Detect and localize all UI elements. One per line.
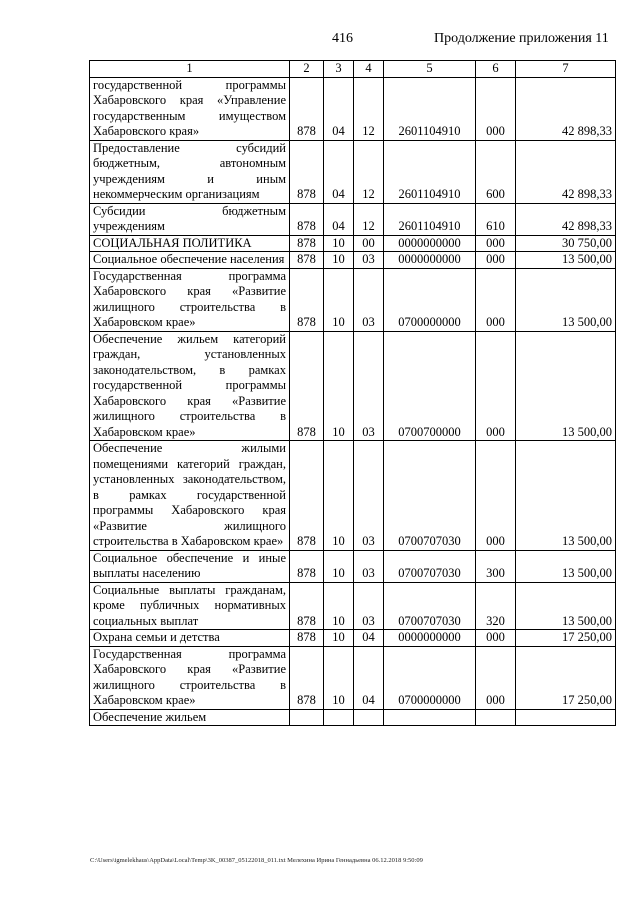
- table-row: [90, 709, 616, 726]
- budget-table: [89, 60, 616, 726]
- cell-expense-type: 000: [476, 331, 516, 441]
- cell-section: 04: [324, 140, 354, 203]
- cell-subsection: 04: [354, 646, 384, 709]
- row-name: Социальное обеспечение и иные выплаты населению: [90, 550, 290, 582]
- table-row: [90, 441, 616, 551]
- cell-subsection: 12: [354, 77, 384, 140]
- cell-target-item: 0700707030: [384, 441, 476, 551]
- cell-ministry: 878: [290, 331, 324, 441]
- cell-subsection: 00: [354, 235, 384, 252]
- row-name: Обеспечение жильем категорий граждан, установленных законодательством, в рамках государственной программы Хабаровского края «Развитие жилищного строительства в Хабаровском крае»: [90, 331, 290, 441]
- cell-ministry: 878: [290, 441, 324, 551]
- cell-ministry: 878: [290, 646, 324, 709]
- cell-expense-type: 600: [476, 140, 516, 203]
- row-name: Охрана семьи и детства: [90, 630, 290, 647]
- cell-amount: 17 250,00: [516, 630, 616, 647]
- cell-section: 10: [324, 441, 354, 551]
- cell-subsection: 03: [354, 331, 384, 441]
- continuation-label: Продолжение приложения 11: [434, 31, 609, 46]
- column-header: 2: [290, 61, 324, 78]
- cell-subsection: 04: [354, 630, 384, 647]
- cell-subsection: 03: [354, 441, 384, 551]
- column-header: 7: [516, 61, 616, 78]
- cell-amount: 13 500,00: [516, 582, 616, 630]
- table-row: [90, 235, 616, 252]
- table-row: [90, 140, 616, 203]
- cell-ministry: 878: [290, 235, 324, 252]
- cell-target-item: 0700707030: [384, 550, 476, 582]
- cell-ministry: 878: [290, 630, 324, 647]
- table-row: [90, 550, 616, 582]
- column-header: 6: [476, 61, 516, 78]
- cell-target-item: 0700000000: [384, 268, 476, 331]
- cell-subsection: 03: [354, 582, 384, 630]
- cell-expense-type: 320: [476, 582, 516, 630]
- row-name: Государственная программа Хабаровского края «Развитие жилищного строительства в Хабаровском крае»: [90, 646, 290, 709]
- cell-expense-type: 610: [476, 203, 516, 235]
- cell-subsection: 12: [354, 203, 384, 235]
- cell-amount: 42 898,33: [516, 140, 616, 203]
- cell-ministry: 878: [290, 582, 324, 630]
- cell-expense-type: 000: [476, 646, 516, 709]
- cell-expense-type: 000: [476, 235, 516, 252]
- cell-amount: 13 500,00: [516, 331, 616, 441]
- cell-subsection: [354, 709, 384, 726]
- cell-target-item: 0700700000: [384, 331, 476, 441]
- column-header: 4: [354, 61, 384, 78]
- table-row: [90, 646, 616, 709]
- cell-amount: 42 898,33: [516, 203, 616, 235]
- cell-section: 04: [324, 203, 354, 235]
- table-row: [90, 331, 616, 441]
- table-row: [90, 252, 616, 269]
- cell-amount: [516, 709, 616, 726]
- row-name: Обеспечение жилыми помещениями категорий граждан, установленных законодательством, в рамках государственной программы Хабаровского края «Развитие жилищного строительства в Хабаровском крае»: [90, 441, 290, 551]
- cell-target-item: 2601104910: [384, 140, 476, 203]
- row-name: СОЦИАЛЬНАЯ ПОЛИТИКА: [90, 235, 290, 252]
- cell-target-item: 2601104910: [384, 203, 476, 235]
- table-row: [90, 630, 616, 647]
- cell-amount: 13 500,00: [516, 550, 616, 582]
- row-name: Государственная программа Хабаровского края «Развитие жилищного строительства в Хабаровском крае»: [90, 268, 290, 331]
- cell-subsection: 03: [354, 252, 384, 269]
- column-header: 1: [90, 61, 290, 78]
- cell-target-item: [384, 709, 476, 726]
- cell-amount: 13 500,00: [516, 441, 616, 551]
- table-row: [90, 203, 616, 235]
- cell-expense-type: 300: [476, 550, 516, 582]
- cell-ministry: 878: [290, 203, 324, 235]
- cell-expense-type: 000: [476, 630, 516, 647]
- file-path-footer: C:\Users\igmelekhaus\AppData\Local\Temp\3K_00387_05122018_011.txt Мелехина Ирина Геннадьевна 06.12.2018 9:50:09: [90, 857, 423, 864]
- cell-section: 10: [324, 235, 354, 252]
- cell-section: 10: [324, 550, 354, 582]
- row-name: государственной программы Хабаровского края «Управление государственным имуществом Хабаровского края»: [90, 77, 290, 140]
- cell-amount: 13 500,00: [516, 252, 616, 269]
- cell-target-item: 0700000000: [384, 646, 476, 709]
- cell-target-item: 0700707030: [384, 582, 476, 630]
- cell-subsection: 03: [354, 268, 384, 331]
- column-header: 3: [324, 61, 354, 78]
- cell-section: [324, 709, 354, 726]
- cell-section: 04: [324, 77, 354, 140]
- table-header-row: [90, 61, 616, 78]
- cell-expense-type: 000: [476, 252, 516, 269]
- cell-target-item: 0000000000: [384, 235, 476, 252]
- cell-section: 10: [324, 646, 354, 709]
- cell-amount: 42 898,33: [516, 77, 616, 140]
- cell-expense-type: 000: [476, 268, 516, 331]
- cell-subsection: 12: [354, 140, 384, 203]
- cell-expense-type: [476, 709, 516, 726]
- cell-section: 10: [324, 630, 354, 647]
- table-row: [90, 268, 616, 331]
- row-name: Обеспечение жильем: [90, 709, 290, 726]
- cell-ministry: 878: [290, 252, 324, 269]
- cell-section: 10: [324, 268, 354, 331]
- cell-amount: 13 500,00: [516, 268, 616, 331]
- cell-ministry: 878: [290, 140, 324, 203]
- cell-amount: 17 250,00: [516, 646, 616, 709]
- row-name: Субсидии бюджетным учреждениям: [90, 203, 290, 235]
- cell-amount: 30 750,00: [516, 235, 616, 252]
- cell-ministry: 878: [290, 77, 324, 140]
- cell-expense-type: 000: [476, 441, 516, 551]
- cell-ministry: 878: [290, 550, 324, 582]
- column-header: 5: [384, 61, 476, 78]
- cell-target-item: 0000000000: [384, 630, 476, 647]
- row-name: Социальное обеспечение населения: [90, 252, 290, 269]
- cell-subsection: 03: [354, 550, 384, 582]
- cell-expense-type: 000: [476, 77, 516, 140]
- table-row: [90, 582, 616, 630]
- cell-ministry: [290, 709, 324, 726]
- table-row: [90, 77, 616, 140]
- row-name: Предоставление субсидий бюджетным, автономным учреждениям и иным некоммерческим организациям: [90, 140, 290, 203]
- cell-section: 10: [324, 252, 354, 269]
- cell-section: 10: [324, 331, 354, 441]
- row-name: Социальные выплаты гражданам, кроме публичных нормативных социальных выплат: [90, 582, 290, 630]
- cell-section: 10: [324, 582, 354, 630]
- cell-target-item: 0000000000: [384, 252, 476, 269]
- cell-target-item: 2601104910: [384, 77, 476, 140]
- cell-ministry: 878: [290, 268, 324, 331]
- page-number: 416: [332, 31, 353, 46]
